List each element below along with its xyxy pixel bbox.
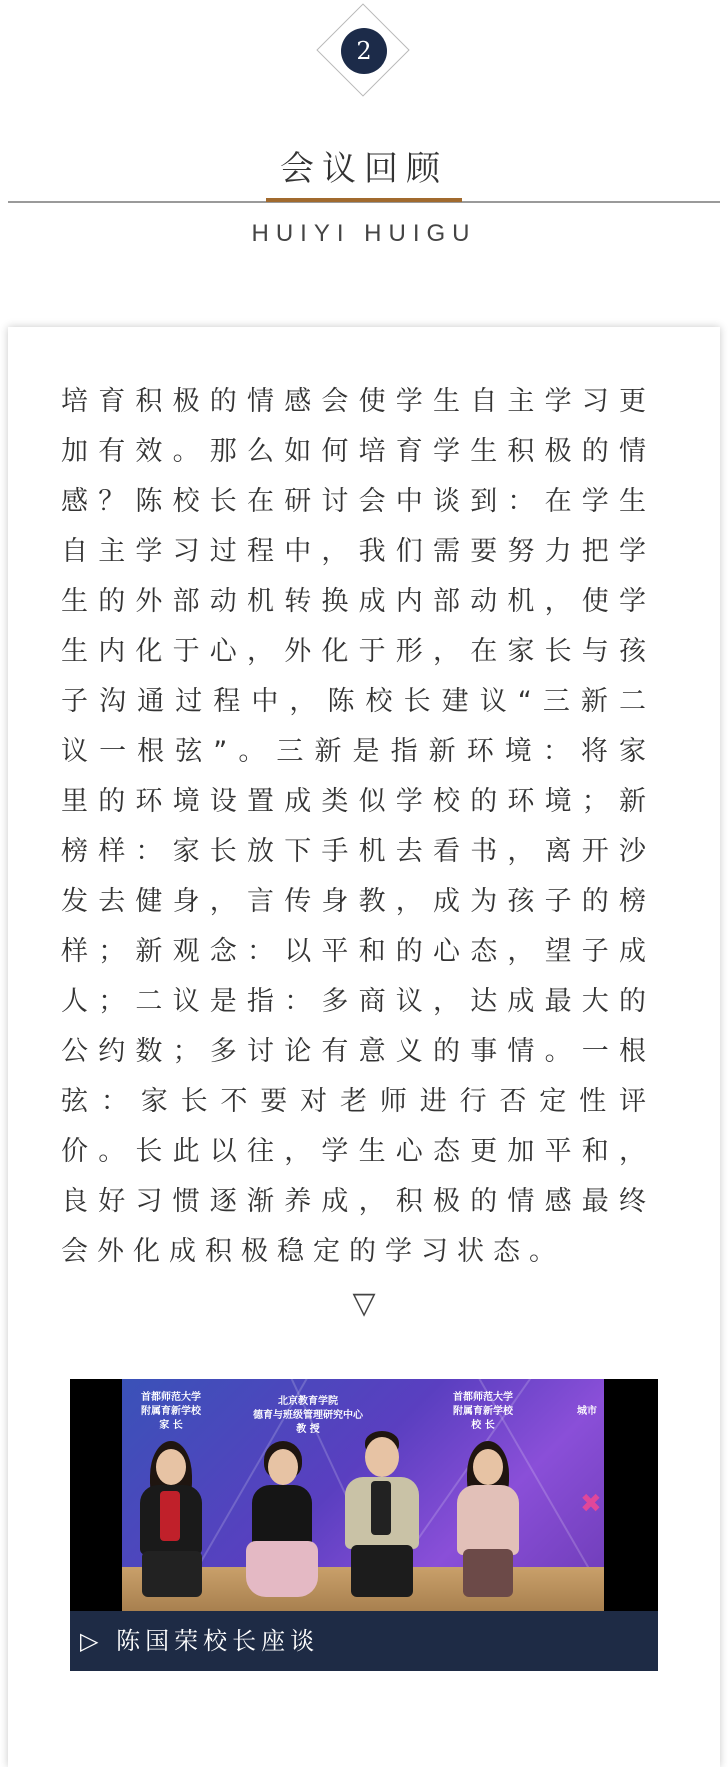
speaker-parent [132,1441,212,1601]
down-triangle-icon: ▽ [352,1286,376,1321]
stage-backdrop [122,1379,604,1611]
speaker-host [447,1441,527,1601]
section-badge [316,3,412,99]
name-sign-parent: 首都师范大学 附属育新学校 家 长 [141,1392,201,1431]
speaker-principal [337,1431,427,1601]
photo-caption-bar [70,1611,658,1671]
section-number: 2 [341,28,387,74]
event-photo [70,1379,658,1611]
title-accent-bar [266,198,462,202]
body-paragraph: 培育积极的情感会使学生自主学习更加有效。那么如何培育学生积极的情感？陈校长在研讨会中谈到：在学生自主学习过程中，我们需要努力把学生的外部动机转换成内部动机，使学生内化于心，外化于形，在家长与孩子沟通过程中，陈校长建议“三新二议一根弦”。三新是指新环境：将家里的环境设置成类似学校的环境；新榜样：家长放下手机去看书，离开沙发去健身，言传身教，成为孩子的榜样；新观念：以平和的心态，望子成人；二议是指：多商议，达成最大的公约数；多讨论有意义的事情。一根弦：家长不要对老师进行否定性评价。长此以往，学生心态更加平和，良好习惯逐渐养成，积极的情感最终会外化成积极稳定的学习状态。 [61,386,655,1267]
speaker-professor [242,1441,322,1601]
photo-caption: ▷ 陈国荣校长座谈 [80,1627,320,1655]
name-sign-principal: 首都师范大学 附属育新学校 校 长 [453,1392,513,1431]
decorative-x-icon: ✖ [580,1489,602,1519]
name-sign-city: 城市 [577,1406,597,1417]
name-sign-professor: 北京教育学院 德育与班级管理研究中心 教 授 [253,1396,363,1435]
page-subtitle: HUIYI HUIGU [251,220,477,247]
page-title: 会议回顾 [280,149,448,189]
